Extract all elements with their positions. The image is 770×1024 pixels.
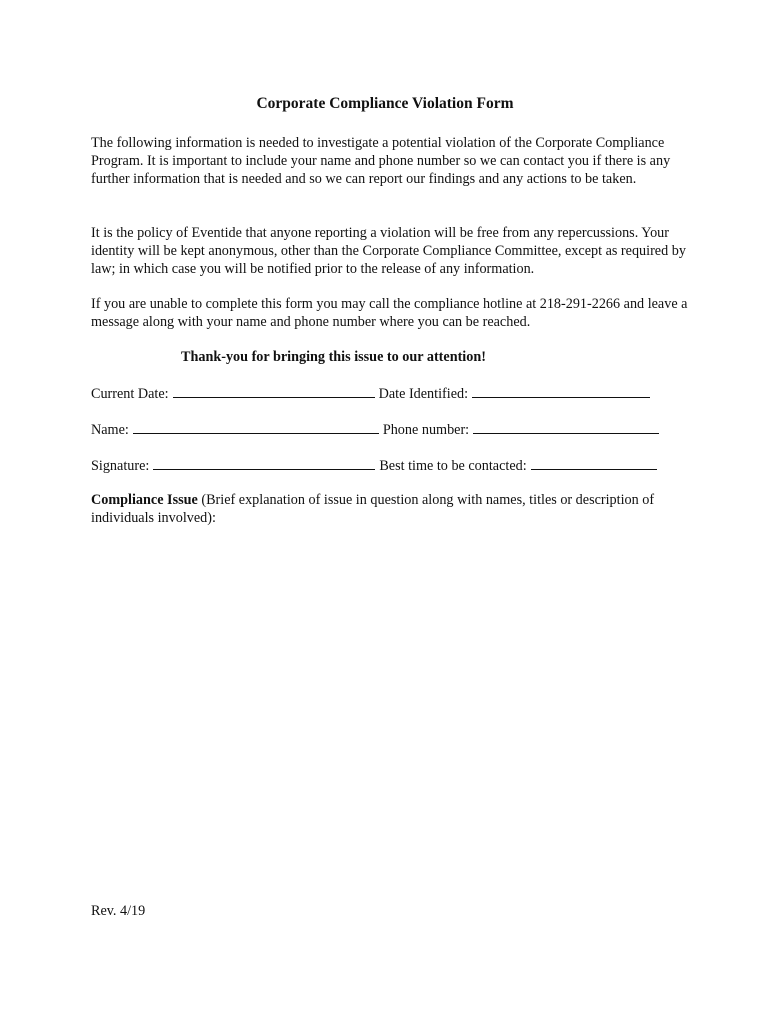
best-time-label: Best time to be contacted:	[379, 458, 527, 474]
phone-number-field[interactable]	[473, 420, 659, 434]
hotline-paragraph: If you are unable to complete this form you may call the compliance hotline at 218-291-2266 and leave a message along with your name and phone number where you can be reached.	[91, 296, 688, 330]
phone-number-label: Phone number:	[382, 422, 470, 438]
date-identified-label: Date Identified:	[378, 386, 469, 402]
date-identified-field[interactable]	[472, 384, 650, 398]
thanks-note: Thank-you for bringing this issue to our attention!	[181, 349, 486, 365]
signature-label: Signature:	[91, 458, 150, 474]
compliance-issue-section	[91, 491, 691, 527]
current-date-label: Current Date:	[91, 386, 169, 402]
name-field[interactable]	[133, 420, 379, 434]
best-time-field[interactable]	[531, 456, 657, 470]
contact-fields-row	[91, 420, 663, 439]
page-title: Corporate Compliance Violation Form	[256, 95, 514, 112]
signature-field[interactable]	[153, 456, 375, 470]
signature-fields-row	[91, 456, 661, 475]
compliance-issue-description: (Brief explanation of issue in question along with names, titles or description of individuals involved):	[91, 492, 655, 526]
current-date-field[interactable]	[173, 384, 375, 398]
name-label: Name:	[91, 422, 129, 438]
compliance-issue-label: Compliance Issue	[91, 492, 198, 508]
intro-paragraph: The following information is needed to investigate a potential violation of the Corporate Compliance Program. It is important to include your name and phone number so we can contact you if there is any further information that is needed and so we can report our findings and any actions to be taken.	[91, 135, 671, 187]
revision-note: Rev. 4/19	[91, 903, 146, 919]
date-fields-row	[91, 384, 654, 403]
policy-paragraph: It is the policy of Eventide that anyone reporting a violation will be free from any repercussions. Your identity will be kept anonymous, other than the Corporate Compliance Committee, except as required by law; in which case you will be notified prior to the release of any information.	[91, 225, 686, 277]
